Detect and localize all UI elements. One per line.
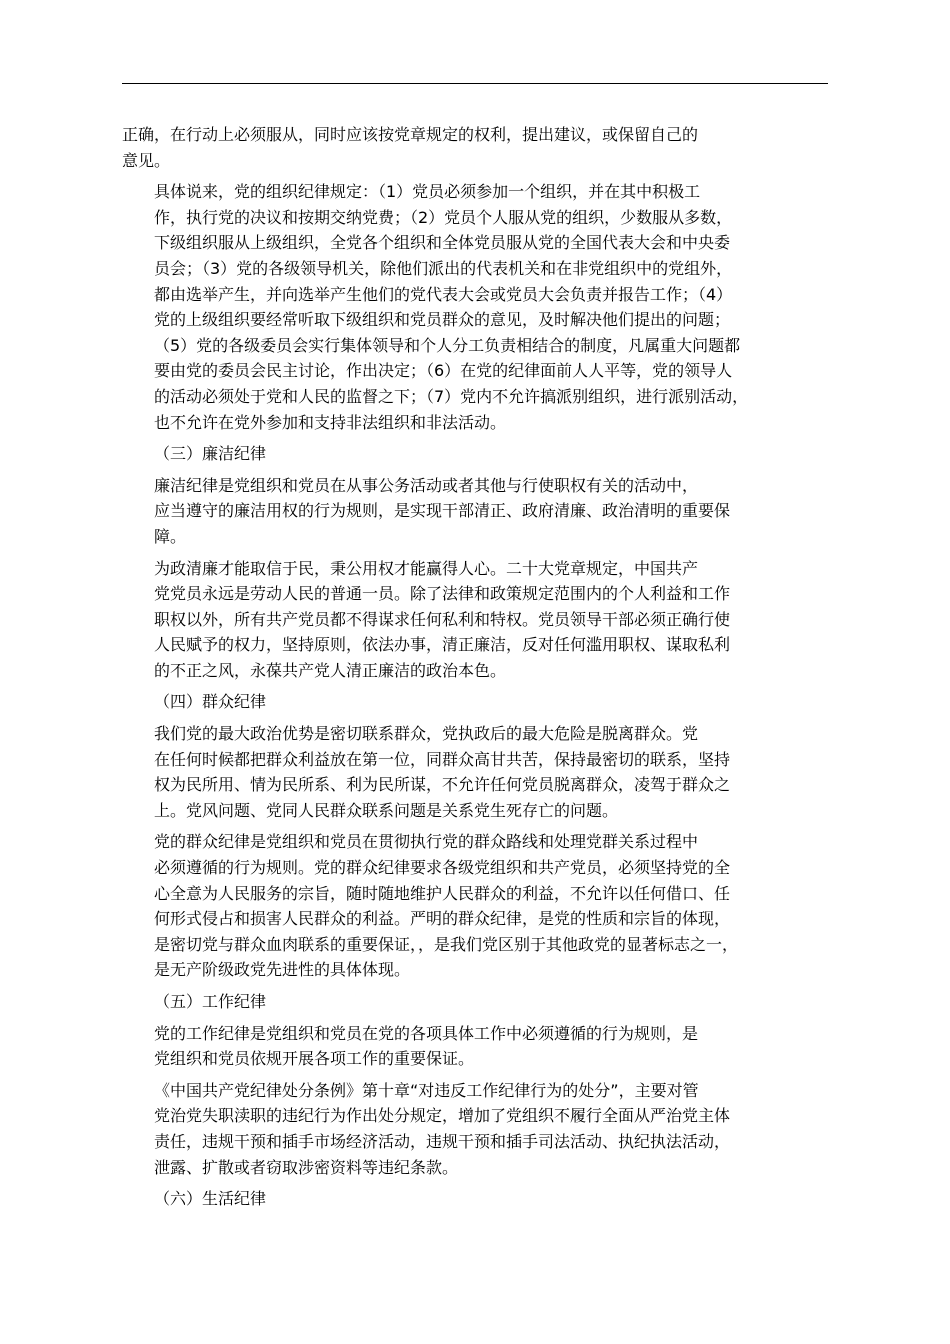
paragraph-line: 的活动必须处于党和人民的监督之下；（7）党内不允许搞派别组织，进行派别活动， <box>154 386 749 406</box>
paragraph-line: 党的工作纪律是党组织和党员在党的各项具体工作中必须遵循的行为规则，是 <box>154 1023 699 1043</box>
paragraph-line: 党治党失职渎职的违纪行为作出处分规定，增加了党组织不履行全面从严治党主体 <box>154 1106 731 1126</box>
paragraph-line: 在任何时候都把群众利益放在第一位，同群众高甘共苦，保持最密切的联系，坚持 <box>154 749 731 769</box>
heading-text: （六）生活纪律 <box>154 1189 267 1209</box>
paragraph-line: 廉洁纪律是党组织和党员在从事公务活动或者其他与行使职权有关的活动中， <box>154 475 699 495</box>
paragraph-line: 党的上级组织要经常听取下级组织和党员群众的意见，及时解决他们提出的问题； <box>154 310 731 330</box>
body-paragraph <box>122 122 842 173</box>
paragraph-line: 意见。 <box>122 150 171 170</box>
heading-text: （四）群众纪律 <box>154 692 267 712</box>
paragraph-line: 要由党的委员会民主讨论，作出决定；（6）在党的纪律面前人人平等，党的领导人 <box>154 361 733 381</box>
document-body <box>122 122 842 1218</box>
paragraph-line: 是无产阶级政党先进性的具体体现。 <box>154 960 411 980</box>
paragraph-line: 员会；（3）党的各级领导机关，除他们派出的代表机关和在非党组织中的党组外， <box>154 258 733 278</box>
header-rule <box>122 83 828 84</box>
paragraph-line: 我们党的最大政治优势是密切联系群众，党执政后的最大危险是脱离群众。党 <box>154 724 699 744</box>
body-paragraph <box>122 556 842 684</box>
paragraph-line: 也不允许在党外参加和支持非法组织和非法活动。 <box>154 412 507 432</box>
paragraph-line: 都由选举产生，并向选举产生他们的党代表大会或党员大会负责并报告工作；（4） <box>154 284 733 304</box>
body-paragraph <box>122 473 842 550</box>
paragraph-line: 作，执行党的决议和按期交纳党费；（2）党员个人服从党的组织，少数服从多数， <box>154 207 733 227</box>
paragraph-line: 障。 <box>154 526 187 546</box>
paragraph-line: 人民赋予的权力，坚持原则，依法办事，清正廉洁，反对任何滥用职权、谋取私利 <box>154 635 731 655</box>
body-paragraph <box>122 179 842 435</box>
paragraph-line: 党党员永远是劳动人民的普通一员。除了法律和政策规定范围内的个人利益和工作 <box>154 584 731 604</box>
paragraph-line: 何形式侵占和损害人民群众的利益。严明的群众纪律，是党的性质和宗旨的体现， <box>154 909 731 929</box>
body-paragraph <box>122 829 842 983</box>
paragraph-line: 泄露、扩散或者窃取涉密资料等违纪条款。 <box>154 1157 459 1177</box>
paragraph-line: 职权以外，所有共产党员都不得谋求任何私利和特权。党员领导干部必须正确行使 <box>154 609 731 629</box>
body-paragraph <box>122 1078 842 1180</box>
paragraph-line: 党的群众纪律是党组织和党员在贯彻执行党的群众路线和处理党群关系过程中 <box>154 832 699 852</box>
paragraph-line: 为政清廉才能取信于民，秉公用权才能赢得人心。二十大党章规定，中国共产 <box>154 558 699 578</box>
body-paragraph <box>122 721 842 823</box>
section-heading <box>122 441 842 467</box>
heading-text: （五）工作纪律 <box>154 992 267 1011</box>
paragraph-line: 心全意为人民服务的宗旨，随时随地维护人民群众的利益，不允许以任何借口、任 <box>154 883 731 903</box>
paragraph-line: 的不正之风，永葆共产党人清正廉洁的政治本色。 <box>154 660 507 680</box>
paragraph-line: 是密切党与群众血肉联系的重要保证，，是我们党区别于其他政党的显著标志之一， <box>154 934 739 954</box>
paragraph-line: 具体说来，党的组织纪律规定：（1）党员必须参加一个组织，并在其中积极工 <box>154 182 701 202</box>
paragraph-line: 上。党风问题、党同人民群众联系问题是关系党生死存亡的问题。 <box>154 800 619 820</box>
paragraph-line: 党组织和党员依规开展各项工作的重要保证。 <box>154 1049 475 1069</box>
paragraph-line: 权为民所用、情为民所系、利为民所谋，不允许任何党员脱离群众，凌驾于群众之 <box>154 775 731 795</box>
heading-text: （三）廉洁纪律 <box>154 444 267 464</box>
paragraph-line: 必须遵循的行为规则。党的群众纪律要求各级党组织和共产党员，必须坚持党的全 <box>154 858 731 878</box>
paragraph-line: 正确，在行动上必须服从，同时应该按党章规定的权利，提出建议，或保留自己的 <box>122 125 699 144</box>
paragraph-line: （5）党的各级委员会实行集体领导和个人分工负责相结合的制度，凡属重大问题都 <box>154 335 741 355</box>
paragraph-line: 责任，违规干预和插手市场经济活动，违规干预和插手司法活动、执纪执法活动， <box>154 1131 731 1151</box>
paragraph-line: 《中国共产党纪律处分条例》第十章“对违反工作纪律行为的处分”，主要对管 <box>154 1080 699 1100</box>
body-paragraph <box>122 1021 842 1072</box>
paragraph-line: 应当遵守的廉洁用权的行为规则，是实现干部清正、政府清廉、政治清明的重要保 <box>154 501 731 521</box>
section-heading <box>122 989 842 1015</box>
section-heading <box>122 689 842 715</box>
paragraph-line: 下级组织服从上级组织，全党各个组织和全体党员服从党的全国代表大会和中央委 <box>154 233 731 253</box>
section-heading <box>122 1186 842 1212</box>
